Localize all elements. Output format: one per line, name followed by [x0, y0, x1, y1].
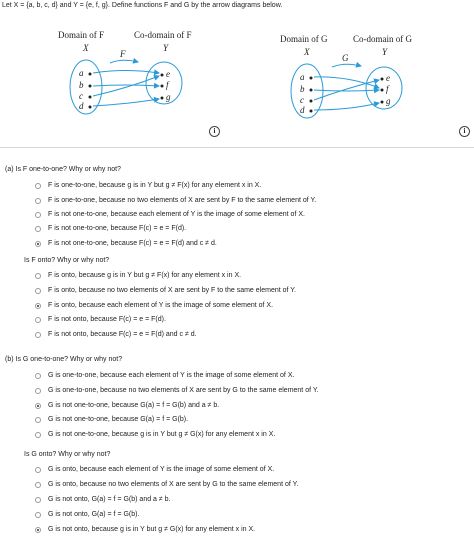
option-label: F is onto, because each element of Y is the image of some element of X.: [48, 302, 274, 309]
option-a1-2[interactable]: [35, 209, 305, 220]
option-label: F is one-to-one, because g is in Y but g ≠ F(x) for any element x in X.: [48, 182, 262, 189]
option-a2-0[interactable]: [35, 270, 241, 281]
option-label: F is not one-to-one, because F(c) = e = F(d).: [48, 225, 187, 232]
dot-c-f: [89, 96, 92, 99]
option-label: G is one-to-one, because no two elements of X are sent by G to the same element of Y.: [48, 387, 319, 394]
option-b1-2[interactable]: [35, 400, 219, 411]
dot-f-g: [381, 89, 384, 92]
radio-button[interactable]: [35, 482, 41, 488]
dot-c-g: [310, 100, 313, 103]
element-c-g: c: [300, 95, 304, 105]
option-label: G is not one-to-one, because g is in Y but g ≠ G(x) for any element x in X.: [48, 431, 276, 438]
domain-title-g: Domain of G: [280, 34, 328, 44]
section-divider: [0, 147, 474, 148]
arrow-diagram-f: [0, 0, 237, 140]
domain-set-f: X: [83, 43, 89, 53]
element-e-g: e: [386, 73, 390, 83]
dot-d-f: [89, 106, 92, 109]
option-label: F is one-to-one, because no two elements of X are sent by F to the same element of Y.: [48, 197, 317, 204]
element-c-f: c: [79, 91, 83, 101]
radio-button-selected[interactable]: [35, 241, 41, 247]
option-label: G is not onto, because g is in Y but g ≠ G(x) for any element x in X.: [48, 526, 256, 533]
element-f-f: f: [166, 80, 169, 90]
function-label-f: F: [120, 49, 126, 59]
question-a-onto: Is F onto? Why or why not?: [24, 257, 110, 264]
option-a2-3[interactable]: [35, 314, 166, 325]
function-label-g: G: [342, 53, 349, 63]
radio-button[interactable]: [35, 212, 41, 218]
mapping-f-svg: [0, 0, 237, 140]
option-label: F is not one-to-one, because F(c) = e = F(d) and c ≠ d.: [48, 240, 217, 247]
radio-button[interactable]: [35, 417, 41, 423]
arrow-d-to-g-g: [314, 103, 379, 110]
codomain-set-g: Y: [382, 47, 388, 57]
label-arrow-g: [332, 64, 361, 67]
radio-button[interactable]: [35, 288, 41, 294]
radio-button[interactable]: [35, 497, 41, 503]
option-label: G is not onto, G(a) = f = G(b) and a ≠ b.: [48, 496, 171, 503]
codomain-title-f: Co-domain of F: [134, 30, 192, 40]
element-d-f: d: [79, 101, 84, 111]
option-label: F is onto, because g is in Y but g ≠ F(x) for any element x in X.: [48, 272, 242, 279]
option-b2-1[interactable]: [35, 479, 298, 490]
option-b2-2[interactable]: [35, 494, 171, 505]
option-a2-1[interactable]: [35, 285, 296, 296]
option-b1-1[interactable]: [35, 385, 319, 396]
option-a1-1[interactable]: [35, 195, 316, 206]
option-label: G is not one-to-one, because G(a) = f = G(b).: [48, 416, 189, 423]
radio-button[interactable]: [35, 273, 41, 279]
question-a-one-to-one: (a) Is F one-to-one? Why or why not?: [5, 166, 121, 173]
element-g-g: g: [386, 96, 391, 106]
option-label: F is not one-to-one, because each element of Y is the image of some element of X.: [48, 211, 305, 218]
domain-set-g: X: [304, 47, 310, 57]
option-label: G is onto, because each element of Y is the image of some element of X.: [48, 466, 275, 473]
option-b2-3[interactable]: [35, 509, 139, 520]
option-label: G is not one-to-one, because G(a) = f = G(b) and a ≠ b.: [48, 402, 220, 409]
dot-e-f: [161, 74, 164, 77]
radio-button[interactable]: [35, 467, 41, 473]
option-b2-0[interactable]: [35, 464, 274, 475]
codomain-oval-f: [146, 62, 182, 104]
codomain-title-g: Co-domain of G: [353, 34, 412, 44]
element-f-g: f: [386, 84, 389, 94]
radio-button[interactable]: [35, 226, 41, 232]
radio-button[interactable]: [35, 373, 41, 379]
radio-button[interactable]: [35, 317, 41, 323]
radio-button[interactable]: [35, 183, 41, 189]
dot-d-g: [310, 110, 313, 113]
arrow-b-to-f: [93, 85, 159, 86]
option-a2-4[interactable]: [35, 329, 197, 340]
mapping-g-svg: [237, 0, 474, 140]
radio-button[interactable]: [35, 512, 41, 518]
element-a-f: a: [79, 68, 84, 78]
option-label: G is one-to-one, because each element of Y is the image of some element of X.: [48, 372, 295, 379]
option-label: F is onto, because no two elements of X are sent by F to the same element of Y.: [48, 287, 296, 294]
option-b1-3[interactable]: [35, 414, 188, 425]
element-g-f: g: [166, 92, 171, 102]
dot-b-g: [310, 89, 313, 92]
question-b-onto: Is G onto? Why or why not?: [24, 451, 111, 458]
dot-b-f: [89, 85, 92, 88]
option-b2-4[interactable]: [35, 524, 255, 535]
element-b-f: b: [79, 80, 84, 90]
option-a1-0[interactable]: [35, 180, 261, 191]
option-label: G is onto, because no two elements of X are sent by G to the same element of Y.: [48, 481, 299, 488]
domain-title-f: Domain of F: [58, 30, 104, 40]
dot-e-g: [381, 78, 384, 81]
option-b1-0[interactable]: [35, 370, 294, 381]
element-e-f: e: [166, 69, 170, 79]
arrow-d-to-g: [93, 99, 159, 106]
dot-a-f: [89, 73, 92, 76]
arrow-c-to-e-g: [314, 80, 379, 100]
radio-button-selected[interactable]: [35, 403, 41, 409]
option-a1-3[interactable]: [35, 223, 186, 234]
question-b-one-to-one: (b) Is G one-to-one? Why or why not?: [5, 356, 123, 363]
option-a1-4[interactable]: [35, 238, 217, 249]
label-arrow-f: [110, 60, 138, 63]
element-d-g: d: [300, 105, 305, 115]
codomain-set-f: Y: [163, 43, 169, 53]
radio-button[interactable]: [35, 432, 41, 438]
radio-button[interactable]: [35, 332, 41, 338]
element-b-g: b: [300, 84, 305, 94]
info-icon-g[interactable]: i: [459, 126, 470, 137]
arrow-b-to-f-g: [314, 90, 379, 91]
dot-g-f: [161, 97, 164, 100]
option-label: F is not onto, because F(c) = e = F(d).: [48, 316, 166, 323]
radio-button-selected[interactable]: [35, 303, 41, 309]
info-icon-f[interactable]: i: [209, 126, 220, 137]
option-label: F is not onto, because F(c) = e = F(d) and c ≠ d.: [48, 331, 197, 338]
arrow-diagram-g: [237, 0, 474, 140]
radio-button-selected[interactable]: [35, 527, 41, 533]
radio-button[interactable]: [35, 388, 41, 394]
option-a2-2[interactable]: [35, 300, 273, 311]
problem-intro: Let X = {a, b, c, d} and Y = {e, f, g}. Define functions F and G by the arrow diagrams below.: [2, 2, 283, 9]
codomain-oval-g: [366, 67, 402, 109]
radio-button[interactable]: [35, 198, 41, 204]
option-label: G is not onto, G(a) = f = G(b).: [48, 511, 140, 518]
option-b1-4[interactable]: [35, 429, 275, 440]
dot-g-g: [381, 101, 384, 104]
dot-f-f: [161, 85, 164, 88]
dot-a-g: [310, 77, 313, 80]
element-a-g: a: [300, 72, 305, 82]
